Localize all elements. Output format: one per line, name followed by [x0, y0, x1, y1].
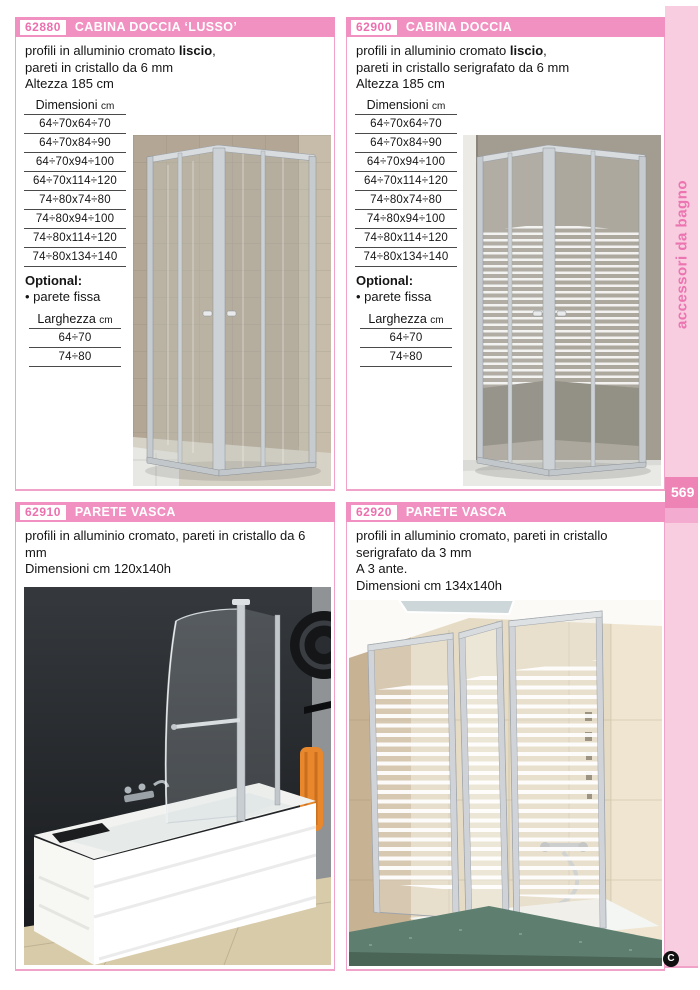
product-cell-62920	[346, 502, 665, 971]
product-header-62900	[346, 17, 665, 37]
product-title: PARETE VASCA	[74, 505, 176, 519]
desc-bold-text: liscio	[178, 43, 213, 58]
width-row: 64÷70	[29, 329, 121, 348]
dimension-row: 74÷80x134÷140	[355, 248, 457, 267]
product-photo-bathtub-screen	[24, 587, 331, 965]
desc-text: Altezza 185 cm	[25, 76, 114, 91]
product-code-badge: 62880	[20, 20, 66, 35]
product-code-badge: 62910	[20, 505, 66, 520]
product-photo-folding-bath-screen	[349, 600, 662, 966]
dimension-row: 74÷80x74÷80	[355, 191, 457, 210]
dimension-row: 74÷80x114÷120	[355, 229, 457, 248]
dimension-row: 64÷70x64÷70	[24, 115, 126, 134]
desc-text: profili in alluminio cromato, pareti in cristallo da 6 mm	[25, 528, 306, 560]
copyright-logo-icon: C	[663, 951, 679, 967]
width-row: 74÷80	[29, 348, 121, 367]
dimension-row: 74÷80x114÷120	[24, 229, 126, 248]
desc-text: pareti in cristallo da 6 mm	[25, 59, 174, 75]
dimension-row: 64÷70x94÷100	[355, 153, 457, 172]
width-row: 74÷80	[360, 348, 452, 367]
desc-text: ,	[543, 43, 547, 58]
optional-bullet: • parete fissa	[25, 289, 101, 304]
dimension-row: 64÷70x84÷90	[24, 134, 126, 153]
badge-underline	[665, 508, 698, 523]
page-number-badge: 569	[665, 477, 698, 508]
product-description	[356, 43, 660, 93]
dimension-row: 64÷70x94÷100	[24, 153, 126, 172]
product-header-62910	[15, 502, 335, 522]
product-title: PARETE VASCA	[405, 505, 507, 519]
optional-bullet: • parete fissa	[356, 289, 432, 304]
desc-text: pareti in cristallo serigrafato da 6 mm	[356, 59, 570, 75]
dimension-row: 74÷80x94÷100	[24, 210, 126, 229]
product-code-badge: 62900	[351, 20, 397, 35]
sidebar-strip	[665, 6, 698, 968]
desc-text: profili in alluminio cromato	[25, 43, 179, 58]
optional-label: Optional:	[356, 273, 414, 288]
product-cell-62900	[346, 17, 665, 491]
dimension-row: 74÷80x74÷80	[24, 191, 126, 210]
width-row: 64÷70	[360, 329, 452, 348]
optional-block	[25, 273, 121, 367]
product-cell-62880	[15, 17, 335, 491]
desc-text: Dimensioni cm 120x140h	[25, 561, 171, 576]
desc-text: A 3 ante.	[356, 561, 408, 576]
optional-label: Optional:	[25, 273, 83, 288]
product-description	[25, 528, 330, 578]
desc-text: profili in alluminio cromato, pareti in cristallo	[356, 528, 608, 543]
dimensions-table-header: Dimensioni cm	[24, 96, 126, 115]
width-table-header: Larghezza cm	[360, 310, 452, 329]
product-header-62920	[346, 502, 665, 522]
width-table-header: Larghezza cm	[29, 310, 121, 329]
dimension-row: 74÷80x94÷100	[355, 210, 457, 229]
product-photo-shower-cabin	[133, 135, 331, 486]
dimensions-table-header: Dimensioni cm	[355, 96, 457, 115]
desc-text: Altezza 185 cm	[356, 76, 445, 91]
dimension-row: 64÷70x114÷120	[24, 172, 126, 191]
dimension-row: 74÷80x134÷140	[24, 248, 126, 267]
dimension-row: 64÷70x84÷90	[355, 134, 457, 153]
product-description	[356, 528, 660, 594]
sidebar-category-label: accessori da bagno	[673, 179, 691, 330]
dimension-row: 64÷70x114÷120	[355, 172, 457, 191]
desc-bold-text: liscio	[509, 43, 544, 58]
dimensions-table	[355, 96, 457, 267]
dimensions-table	[24, 96, 126, 267]
width-table	[29, 310, 121, 367]
product-description	[25, 43, 330, 93]
desc-text: serigrafato da 3 mm	[356, 544, 472, 560]
product-title: CABINA DOCCIA	[405, 20, 512, 34]
width-table	[360, 310, 452, 367]
product-cell-62910	[15, 502, 335, 971]
desc-text: ,	[212, 43, 216, 58]
desc-text: Dimensioni cm 134x140h	[356, 577, 502, 593]
dimension-row: 64÷70x64÷70	[355, 115, 457, 134]
optional-block	[356, 273, 452, 367]
product-header-62880	[15, 17, 335, 37]
product-photo-striped-shower-cabin	[463, 135, 661, 486]
product-title: CABINA DOCCIA ‘LUSSO’	[74, 20, 238, 34]
desc-text: profili in alluminio cromato	[356, 43, 510, 58]
product-code-badge: 62920	[351, 505, 397, 520]
